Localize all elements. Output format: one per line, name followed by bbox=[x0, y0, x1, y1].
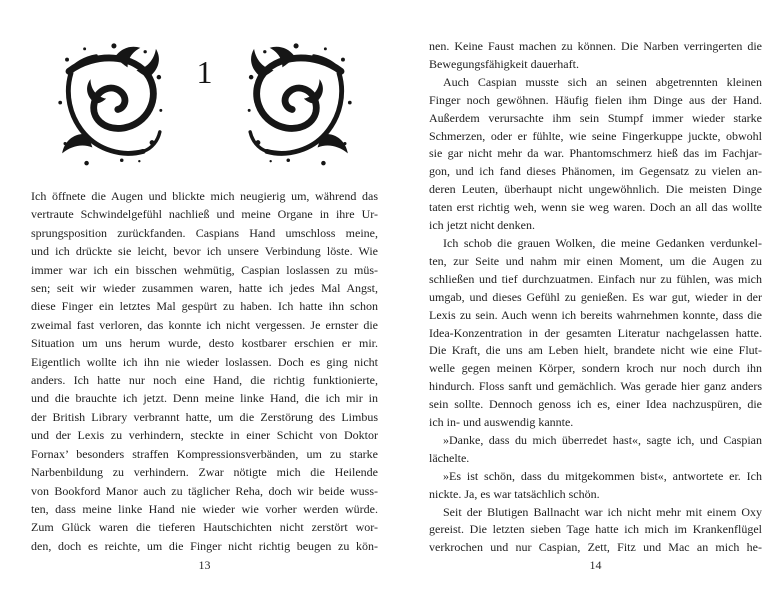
text-line: »Danke, dass du mich überredet hast«, sagte ich, und Caspian bbox=[443, 432, 762, 447]
text-line: Außerdem verursachte ihm sein Stumpf immer wieder starke bbox=[429, 110, 762, 125]
text-line: Eigentlich wollte ich ihn nie wieder loslassen. Doch es ging nicht bbox=[31, 354, 378, 369]
text-line: gon, und ich fand dieses Phänomen, im Gegensatz zu vielen an- bbox=[429, 164, 762, 179]
text-line: Bewegungsfähigkeit dauerhaft. bbox=[429, 56, 579, 71]
left-page-number: 13 bbox=[198, 558, 211, 572]
text-line: Zum Glück waren die tieferen Hautschichten nicht zerstört wor- bbox=[31, 520, 378, 535]
chapter-number: 1 bbox=[196, 54, 213, 90]
text-line: diese Finger ein letztes Mal gespürt zu haben. Ich hatte ihn schon bbox=[31, 299, 378, 314]
text-line: und der Lexis zu verhindern, steckte in einer Schicht von Doktor bbox=[31, 428, 378, 443]
text-line: Idea-Konzentration in der gesamten Literatur nachgelassen hatte. bbox=[429, 325, 762, 340]
text-line: hindurch. Floss sanft und gemächlich. Was gerade hier ganz anders bbox=[429, 379, 762, 394]
right-page-number: 14 bbox=[589, 558, 602, 572]
text-line: von Bookford Manor auch zu täglicher Reha, doch wir beide wuss- bbox=[31, 483, 378, 498]
text-line: Fornax’ besonders straffen Kompressionsverbänden, um zu starke bbox=[31, 446, 378, 461]
text-line: schließen und tief durchzuatmen. Einfach nur zu fühlen, was mich bbox=[429, 271, 762, 286]
text-line: ten, dass meine linke Hand nie wieder wie vorher werden würde. bbox=[31, 501, 378, 516]
text-line: nen. Keine Faust machen zu können. Die Narben verringerten die bbox=[429, 39, 762, 53]
text-line: Die Kraft, die uns am Leben hielt, brandete nicht wie eine Flut- bbox=[429, 343, 762, 358]
text-line: umgab, und dieses Gefühl zu genießen. Es war gut, wieder in der bbox=[429, 289, 762, 304]
text-line: zweimal fast verloren, das konnte ich nicht vergessen. Je ernster die bbox=[31, 317, 378, 332]
text-line: lächelte. bbox=[429, 450, 470, 465]
text-line: ich in- und auswendig kannte. bbox=[429, 415, 574, 430]
text-line: Ich schob die grauen Wolken, die meine Gedanken verdunkel- bbox=[443, 235, 762, 250]
text-line: Seit der Blutigen Ballnacht war ich nicht mehr mit einem Oxy bbox=[443, 504, 762, 519]
text-line: Situation um uns herum wurde, desto kostbarer erschien er mir. bbox=[31, 336, 378, 351]
text-line: immer war ich ein bisschen wehmütig, Caspian loslassen zu müs- bbox=[31, 262, 378, 277]
text-line: sen; seit wir wieder zusammen waren, hatte ich jedes Mal Angst, bbox=[31, 281, 378, 296]
text-line: gereist. Die letzten sieben Tage hatte ich mich im Krankenflügel bbox=[429, 522, 762, 537]
flourish-right-icon bbox=[245, 42, 353, 169]
text-line: ich jetzt nicht denken. bbox=[429, 218, 535, 233]
text-line: ten, zur Seite und nahm mir einen Moment, um die Augen zu bbox=[429, 253, 762, 268]
text-line: sie gar nicht mehr da war. Phantomschmerz hieß das im Fachjar- bbox=[429, 146, 762, 161]
text-line: Ich öffnete die Augen und blickte mich neugierig um, während das bbox=[31, 189, 378, 203]
text-line: und die brauchte ich jetzt. Denn meine linke Hand, die ich mir in bbox=[31, 391, 378, 406]
text-line: vertraute Schwindelgefühl nachließ und meine Organe in ihre Ur- bbox=[31, 207, 378, 222]
text-line: und ich drückte sie leicht, bevor ich unsere Verbindung löste. Wie bbox=[31, 244, 378, 259]
text-line: nickte. Ja, es war tatsächlich schön. bbox=[429, 486, 600, 501]
text-line: »Es ist schön, dass du mitgekommen bist«, antwortete er. Ich bbox=[443, 468, 762, 483]
text-line: welle gegen meinen Körper, sondern kroch nur noch durch ihn bbox=[429, 361, 762, 376]
text-line: sein sollte. Dennoch genoss ich es, einer Idea nachzuspüren, die bbox=[429, 397, 762, 412]
text-line: den, doch es reichte, um die Finger nicht richtig beugen zu kön- bbox=[31, 538, 378, 553]
chapter-ornament bbox=[31, 42, 378, 169]
text-line: Narbenbildung zu verhindern. Zwar nötigte mich die Heilende bbox=[31, 465, 378, 480]
text-line: sprungsposition zurückfanden. Caspians Hand umschloss meine, bbox=[31, 225, 378, 240]
right-page-text bbox=[429, 38, 762, 557]
text-line: Finger noch gewöhnen. Häufig fielen ihm Dinge aus der Hand. bbox=[429, 92, 762, 107]
text-line: deren Leuten, überhaupt nicht ungewöhnlich. Die meisten Dinge bbox=[429, 182, 762, 197]
text-line: Lexis zu sein. Auch wenn ich bereits wahrnehmen konnte, dass die bbox=[429, 307, 762, 322]
left-page-text bbox=[31, 187, 378, 555]
flourish-left-icon bbox=[57, 42, 165, 169]
text-line: verkrochen und nur Caspian, Zett, Fitz und Mac an mich he- bbox=[429, 540, 762, 555]
text-line: der British Library verbrannt hatte, um die Zerstörung des Limbus bbox=[31, 409, 378, 424]
text-line: Schmerzen, oder er fühlte, wie seine Fingerkuppe juckte, obwohl bbox=[429, 128, 762, 143]
text-line: anders. Ich hatte nur noch eine Hand, die richtig funktionierte, bbox=[31, 373, 378, 388]
text-line: taten erst richtig weh, wenn sie weg waren. Doch an all das wollte bbox=[429, 200, 762, 215]
text-line: Auch Caspian musste sich an seinen abgetrennten kleinen bbox=[443, 74, 762, 89]
